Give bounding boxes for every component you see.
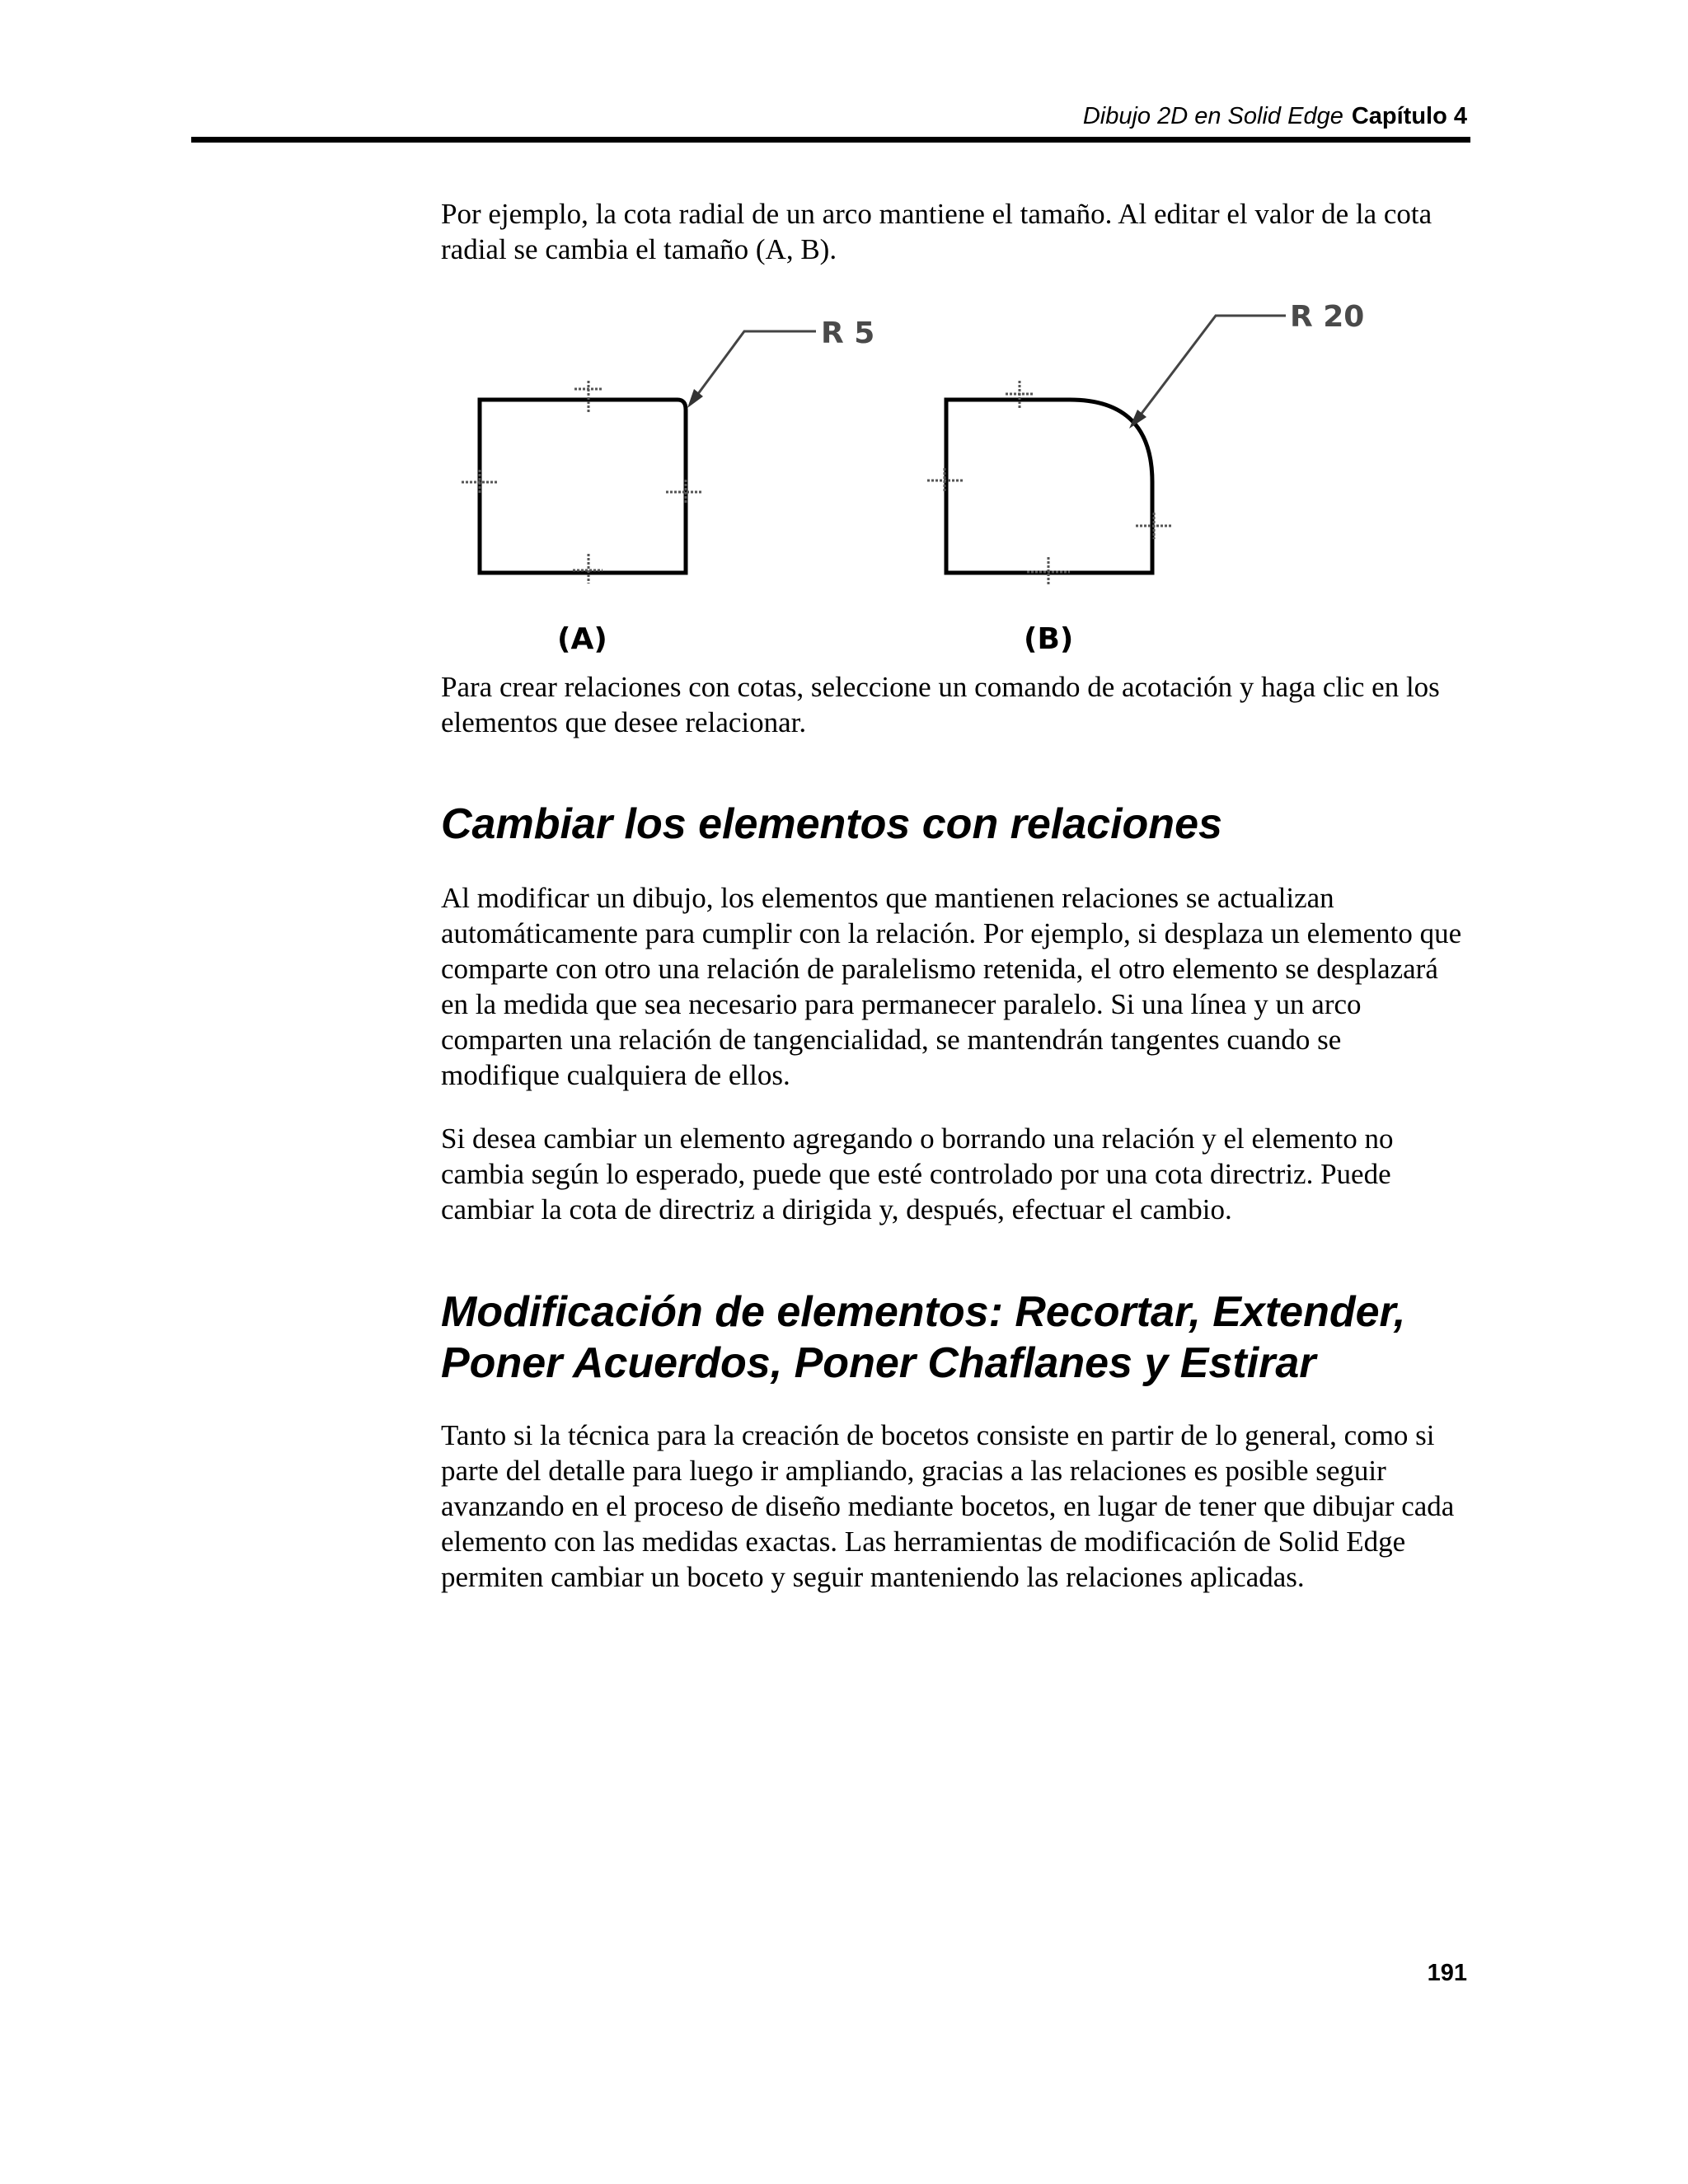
paragraph-driving-dimension: Si desea cambiar un elemento agregando o borrando una relación y el elemento no cambia según lo esperado, puede que esté controlado por una cota directriz. Puede cambiar la cota de directriz a dirigida y, después, efectuar el cambio.	[441, 1122, 1394, 1226]
header-title: Dibujo 2D en Solid Edge	[1082, 103, 1343, 129]
shape-b-outline	[946, 400, 1152, 573]
shape-b-constraint-markers	[927, 381, 1172, 585]
shape-b	[927, 300, 1364, 656]
shape-a-outline	[480, 400, 686, 573]
header-chapter: Capítulo 4	[1351, 103, 1467, 129]
shape-b-dimension-leader	[1129, 316, 1286, 429]
shape-a	[462, 316, 874, 656]
header-rule	[191, 137, 1470, 143]
paragraph-radial-dimension: Por ejemplo, la cota radial de un arco mantiene el tamaño. Al editar el valor de la cota radial se cambia el tamaño (A, B).	[441, 198, 1432, 265]
shape-a-constraint-markers	[462, 381, 702, 583]
page-number: 191	[1427, 1960, 1467, 1986]
radial-dimension-figure	[445, 288, 1385, 659]
paragraph-create-relations: Para crear relaciones con cotas, seleccione un comando de acotación y haga clic en los elementos que desee relacionar.	[441, 671, 1440, 738]
section-heading-change-elements: Cambiar los elementos con relaciones	[441, 800, 1222, 848]
shape-a-caption: (A)	[557, 622, 607, 656]
paragraph-modify-drawing: Al modificar un dibujo, los elementos que mantienen relaciones se actualizan automáticamente para cumplir con la relación. Por ejemplo, si desplaza un elemento que comparte con otro una relación de paralelismo retenida, el otro elemento se desplazará en la medida que sea necesario para permanecer paralelo. Si una línea y un arco comparten una relación de tangencialidad, se mantendrán tangentes cuando se modifique cualquiera de ellos.	[441, 882, 1462, 1091]
paragraph-sketch-technique: Tanto si la técnica para la creación de bocetos consiste en partir de lo general, como si parte del detalle para luego ir ampliando, gracias a las relaciones es posible seguir avanzando en el proceso de diseño mediante bocetos, en lugar de tener que dibujar cada elemento con las medidas exactas. Las herramientas de modificación de Solid Edge permiten cambiar un boceto y seguir manteniendo las relaciones aplicadas.	[441, 1419, 1455, 1593]
running-header	[191, 92, 1467, 140]
shape-b-dimension-label: R 20	[1290, 300, 1365, 334]
shape-a-dimension-leader	[687, 331, 816, 408]
section-heading-modify-elements: Modificación de elementos: Recortar, Extender, Poner Acuerdos, Poner Chaflanes y Estirar	[441, 1288, 1406, 1387]
shape-a-dimension-label: R 5	[821, 316, 875, 350]
shape-b-caption: (B)	[1024, 622, 1074, 656]
